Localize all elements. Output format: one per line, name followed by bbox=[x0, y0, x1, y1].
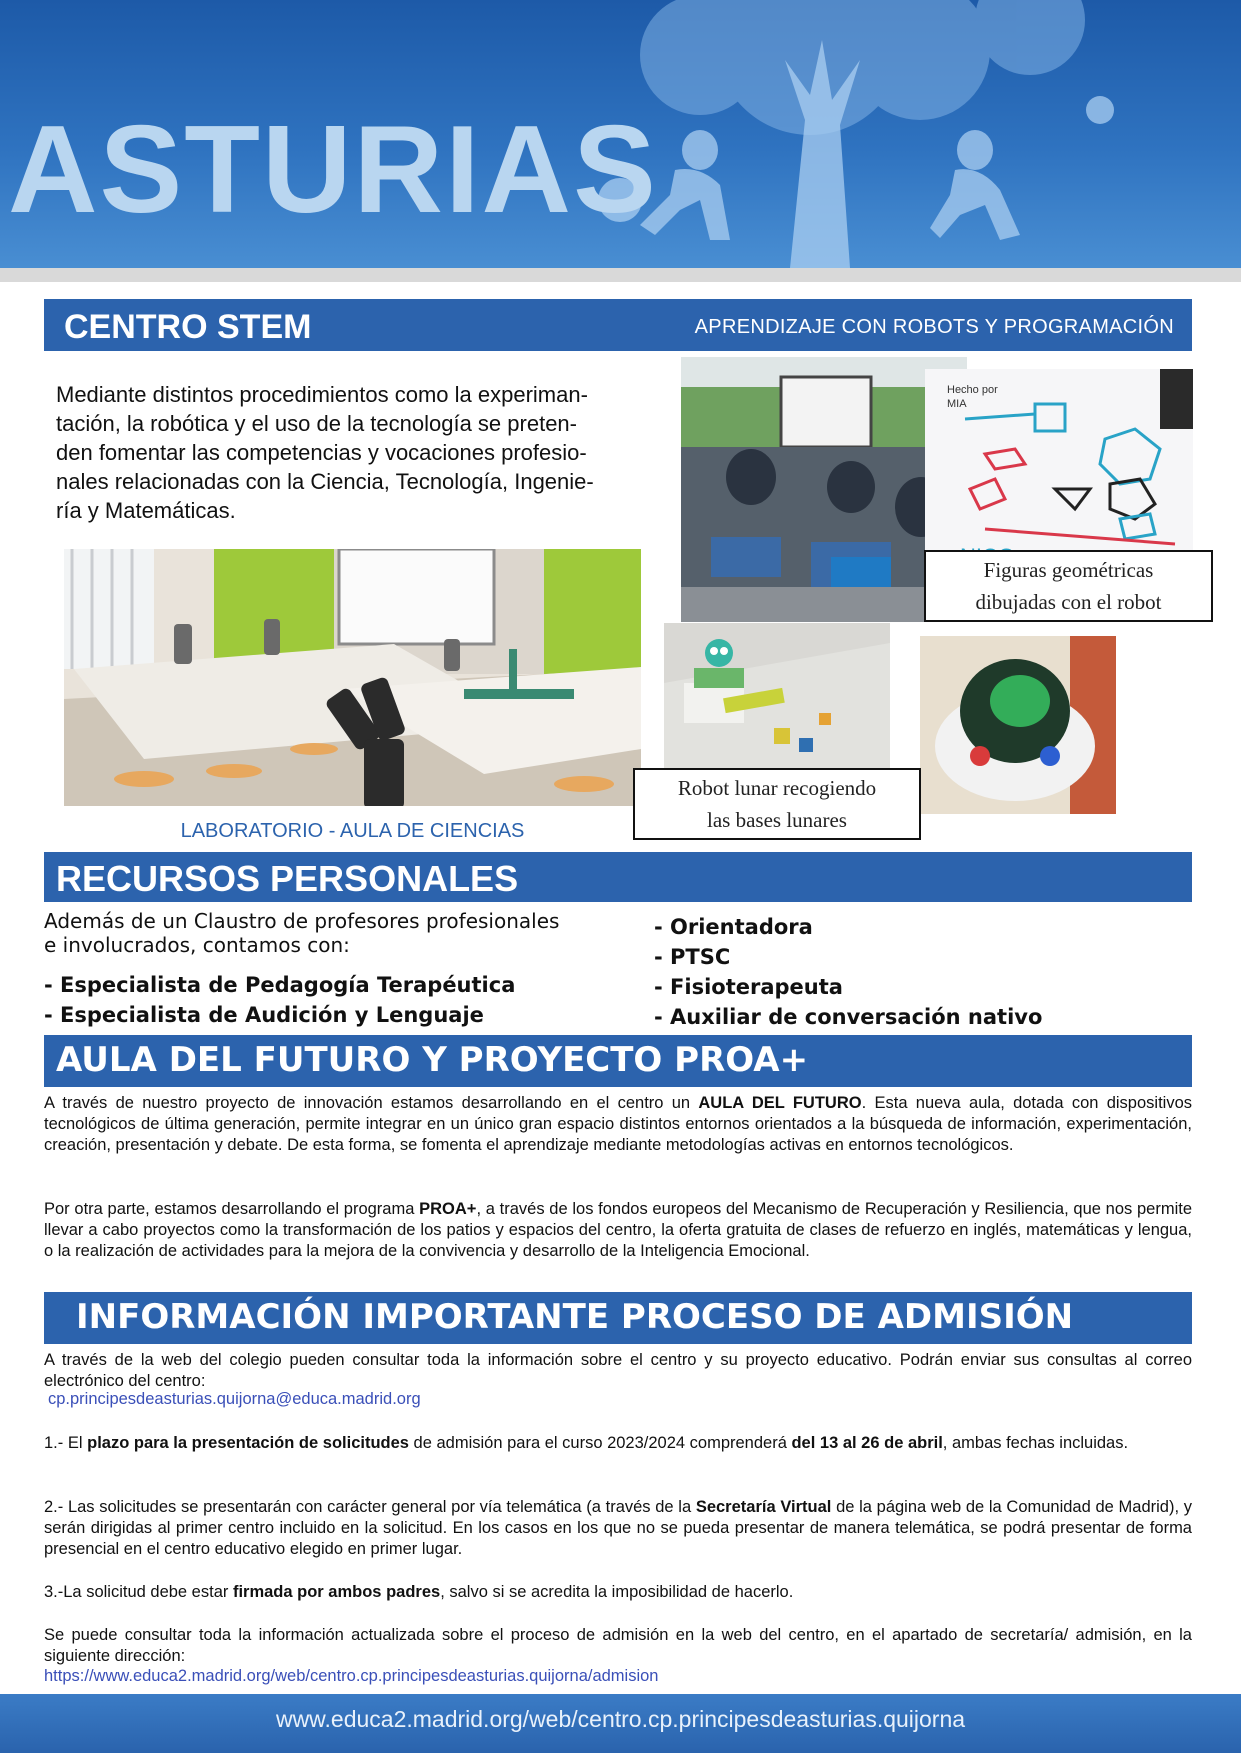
text: de admisión para el curso 2023/2024 comprenderá bbox=[408, 1434, 792, 1452]
text: , salvo si se acredita la imposibilidad de hacerlo. bbox=[440, 1583, 794, 1601]
text: de la página web de la Comunidad de Madrid), y serán dirigidas al primer centro incluido en la solicitud. En los casos en los que no se pueda presentar de manera telemática, se podrá presentar de forma presencial en el centro educativo elegido en primer lugar. bbox=[44, 1498, 1192, 1558]
lunar-robot-photo bbox=[664, 623, 890, 773]
text: 3.-La solicitud debe estar bbox=[44, 1583, 233, 1601]
section-bar-recursos bbox=[44, 852, 1192, 902]
admision-url-link[interactable]: https://www.educa2.madrid.org/web/centro.cp.principesdeasturias.quijorna/admision bbox=[44, 1667, 659, 1685]
intro-line: ría y Matemáticas. bbox=[56, 498, 236, 523]
intro-line: den fomentar las competencias y vocaciones profesio- bbox=[56, 440, 587, 465]
caption-line: las bases lunares bbox=[707, 808, 847, 832]
recursos-item: - Especialista de Audición y Lenguaje bbox=[44, 1003, 484, 1027]
recursos-intro-line: e involucrados, contamos con: bbox=[44, 933, 350, 957]
recursos-item: - Fisioterapeuta bbox=[654, 975, 843, 999]
caption-geometric-figures bbox=[924, 550, 1213, 622]
lab-caption: LABORATORIO - AULA DE CIENCIAS bbox=[180, 820, 525, 842]
section-title-stem: CENTRO STEM bbox=[64, 308, 312, 346]
admision-point-2 bbox=[44, 1497, 1192, 1560]
text: 1.- El bbox=[44, 1434, 88, 1452]
proa-paragraph bbox=[44, 1199, 1192, 1262]
section-title-admision: INFORMACIÓN IMPORTANTE PROCESO DE ADMISIÓN bbox=[76, 1297, 1074, 1337]
admision-intro: A través de la web del colegio pueden consultar toda la información sobre el centro y su proyecto educativo. Podrán enviar sus consultas al correo electrónico del centro: bbox=[44, 1351, 1192, 1390]
stem-intro-text bbox=[56, 380, 644, 525]
intro-line: nales relacionadas con la Ciencia, Tecnología, Ingenie- bbox=[56, 469, 594, 494]
text: 2.- Las solicitudes se presentarán con carácter general por vía telemática (a través de la bbox=[44, 1498, 696, 1516]
recursos-intro-line: Además de un Claustro de profesores profesionales bbox=[44, 909, 560, 933]
page-title: ASTURIAS bbox=[8, 101, 658, 239]
recursos-item: - Especialista de Pedagogía Terapéutica bbox=[44, 973, 516, 997]
caption-line: Figuras geométricas bbox=[983, 558, 1154, 582]
aula-paragraph bbox=[44, 1093, 1192, 1156]
caption-line: dibujadas con el robot bbox=[975, 590, 1162, 614]
section-bar-stem bbox=[44, 299, 1192, 351]
lunar-robot-illustration bbox=[664, 623, 890, 773]
section-bar-aula bbox=[44, 1035, 1192, 1087]
drawing-note: MIA bbox=[947, 398, 967, 410]
section-title-aula: AULA DEL FUTURO Y PROYECTO PROA+ bbox=[56, 1040, 809, 1080]
emphasis: del 13 al 26 de abril bbox=[791, 1434, 943, 1452]
caption-lunar-robot bbox=[633, 768, 921, 840]
tree-children-illustration bbox=[560, 0, 1241, 268]
admision-point-1 bbox=[44, 1433, 1192, 1454]
section-subtitle-stem: APRENDIZAJE CON ROBOTS Y PROGRAMACIÓN bbox=[694, 316, 1174, 338]
lab-photo-illustration bbox=[64, 549, 641, 806]
intro-line: Mediante distintos procedimientos como la experiman- bbox=[56, 382, 588, 407]
text: , ambas fechas incluidas. bbox=[942, 1434, 1129, 1452]
recursos-item: - PTSC bbox=[654, 945, 731, 969]
text: Por otra parte, estamos desarrollando el programa bbox=[44, 1200, 420, 1218]
text: A través de nuestro proyecto de innovación estamos desarrollando en el centro un bbox=[44, 1094, 699, 1112]
text: , a través de los fondos europeos del Mecanismo de Recuperación y Resiliencia, que nos permite llevar a cabo proyectos como la transformación de los patios y espacios del centro, la oferta gratuita de clases de refuerzo en inglés, matemáticas y lengua, o la realización de actividades para la mejora de la convivencia y desarrollo de la Inteligencia Emocional. bbox=[44, 1200, 1192, 1260]
emphasis: Secretaría Virtual bbox=[695, 1498, 832, 1516]
sphere-robot-illustration bbox=[920, 636, 1116, 814]
section-title-recursos: RECURSOS PERSONALES bbox=[56, 858, 519, 899]
header-banner bbox=[0, 0, 1241, 272]
intro-line: tación, la robótica y el uso de la tecnología se preten- bbox=[56, 411, 577, 436]
emphasis: plazo para la presentación de solicitudes bbox=[87, 1434, 409, 1452]
emphasis: AULA DEL FUTURO bbox=[698, 1094, 862, 1112]
admision-more-info: Se puede consultar toda la información actualizada sobre el proceso de admisión en la web del centro, en el apartado de secretaría/ admisión, en la siguiente dirección: bbox=[44, 1626, 1192, 1665]
recursos-item: - Orientadora bbox=[654, 915, 813, 939]
lab-photo bbox=[64, 549, 641, 806]
section-bar-admision bbox=[44, 1292, 1192, 1344]
caption-line: Robot lunar recogiendo bbox=[677, 776, 877, 800]
sphere-robot-photo bbox=[920, 636, 1116, 814]
drawing-note: Hecho por bbox=[947, 384, 998, 396]
recursos-item: - Auxiliar de conversación nativo bbox=[654, 1005, 1043, 1029]
text: . Esta nueva aula, dotada con dispositivos tecnológicos de última generación, permite integrar en un único gran espacio distintos entornos orientados a la búsqueda de información, experimentación, creación, presentación y debate. De esta forma, se fomenta el aprendizaje mediante metodologías activas en entornos tecnológicos. bbox=[44, 1094, 1193, 1154]
emphasis: PROA+ bbox=[419, 1200, 477, 1218]
admision-point-3 bbox=[44, 1582, 1192, 1603]
footer-website-link[interactable]: www.educa2.madrid.org/web/centro.cp.principesdeasturias.quijorna bbox=[275, 1706, 966, 1732]
emphasis: firmada por ambos padres bbox=[232, 1583, 441, 1601]
contact-email-link[interactable]: cp.principesdeasturias.quijorna@educa.madrid.org bbox=[48, 1390, 421, 1408]
header-divider bbox=[0, 268, 1241, 282]
